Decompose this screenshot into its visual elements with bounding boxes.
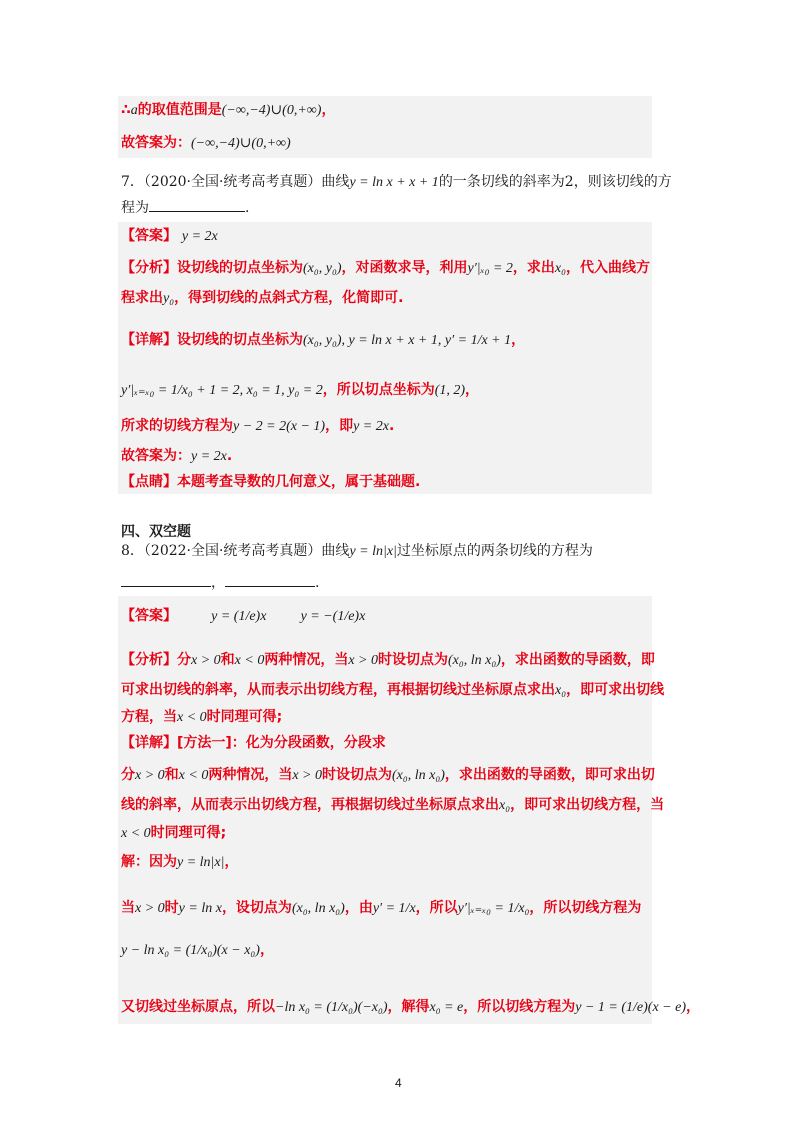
detail-8-method: 【详解】[方法一]：化为分段函数，分段求 [121, 735, 386, 751]
answer-blank[interactable] [149, 197, 245, 212]
range-conclusion: ∴a的取值范围是(−∞,−4)∪(0,+∞)， [121, 102, 336, 118]
page-number: 4 [395, 1076, 402, 1090]
detail-8-line2: 线的斜率，从而表示出切线方程，再根据切线过坐标原点求出x₀，即可求出切线方程，当 [121, 797, 665, 813]
detail-7-line1: 【详解】设切线的切点坐标为(x₀, y₀), y = ln x + x + 1, y′ = 1/x + 1， [121, 332, 526, 348]
detail-8-line3: x < 0时同理可得; [121, 825, 227, 841]
solution-8-line3: y − ln x₀ = (1/x₀)(x − x₀)， [121, 942, 274, 958]
question-7-stem-cont: 程为 . [121, 197, 249, 218]
answer-blank-2[interactable] [225, 572, 315, 587]
detail-7-line3: 所求的切线方程为y − 2 = 2(x − 1)，即y = 2x. [121, 418, 395, 434]
comment-7: 【点睛】本题考查导数的几何意义，属于基础题. [121, 474, 421, 490]
analysis-8-line2: 可求出切线的斜率，从而表示出切线方程，再根据切线过坐标原点求出x₀，即可求出切线 [121, 682, 665, 698]
analysis-7-line1: 【分析】设切线的切点坐标为(x₀, y₀)，对函数求导，利用y′|ₓ₀ = 2，求出x₀，代入曲线方 [121, 260, 651, 276]
question-8-stem: 8．（2022·全国·统考高考真题）曲线y = ln|x|过坐标原点的两条切线的方程为 [121, 543, 593, 559]
detail-7-line2: y′|ₓ₌ₓ₀ = 1/x₀ + 1 = 2, x₀ = 1, y₀ = 2，所以切点坐标为(1, 2)， [121, 382, 480, 398]
answer-8: 【答案】 y = (1/e)x y = −(1/e)x [121, 608, 366, 624]
solution-8-line1: 解：因为y = ln|x|， [121, 854, 239, 870]
section-title: 四、双空题 [121, 524, 191, 540]
final-answer-6: 故答案为：(−∞,−4)∪(0,+∞) [121, 135, 291, 151]
question-7-stem: 7．（2020·全国·统考高考真题）曲线y = ln x + x + 1的一条切线的斜率为2，则该切线的方 [121, 174, 672, 190]
final-answer-7: 故答案为：y = 2x. [121, 448, 233, 464]
detail-8-line1: 分x > 0和x < 0两种情况，当x > 0时设切点为(x₀, ln x₀)，求出函数的导函数，即可求出切 [121, 767, 655, 783]
solution-8-line2: 当x > 0时y = ln x，设切点为(x₀, ln x₀)，由y′ = 1/x，所以y′|ₓ₌ₓ₀ = 1/x₀，所以切线方程为 [121, 900, 642, 916]
answer-7: 【答案】 y = 2x [121, 228, 218, 244]
analysis-7-line2: 程求出y₀，得到切线的点斜式方程，化简即可. [121, 290, 404, 306]
solution-8-line4: 又切线过坐标原点，所以−ln x₀ = (1/x₀)(−x₀)，解得x₀ = e，所以切线方程为y − 1 = (1/e)(x − e)， [121, 999, 701, 1015]
analysis-8-line3: 方程，当x < 0时同理可得; [121, 709, 283, 725]
analysis-8-line1: 【分析】分x > 0和x < 0两种情况，当x > 0时设切点为(x₀, ln x₀)，求出函数的导函数，即 [121, 652, 655, 668]
answer-blank-1[interactable] [121, 572, 211, 587]
question-8-blanks: ， . [121, 572, 319, 593]
